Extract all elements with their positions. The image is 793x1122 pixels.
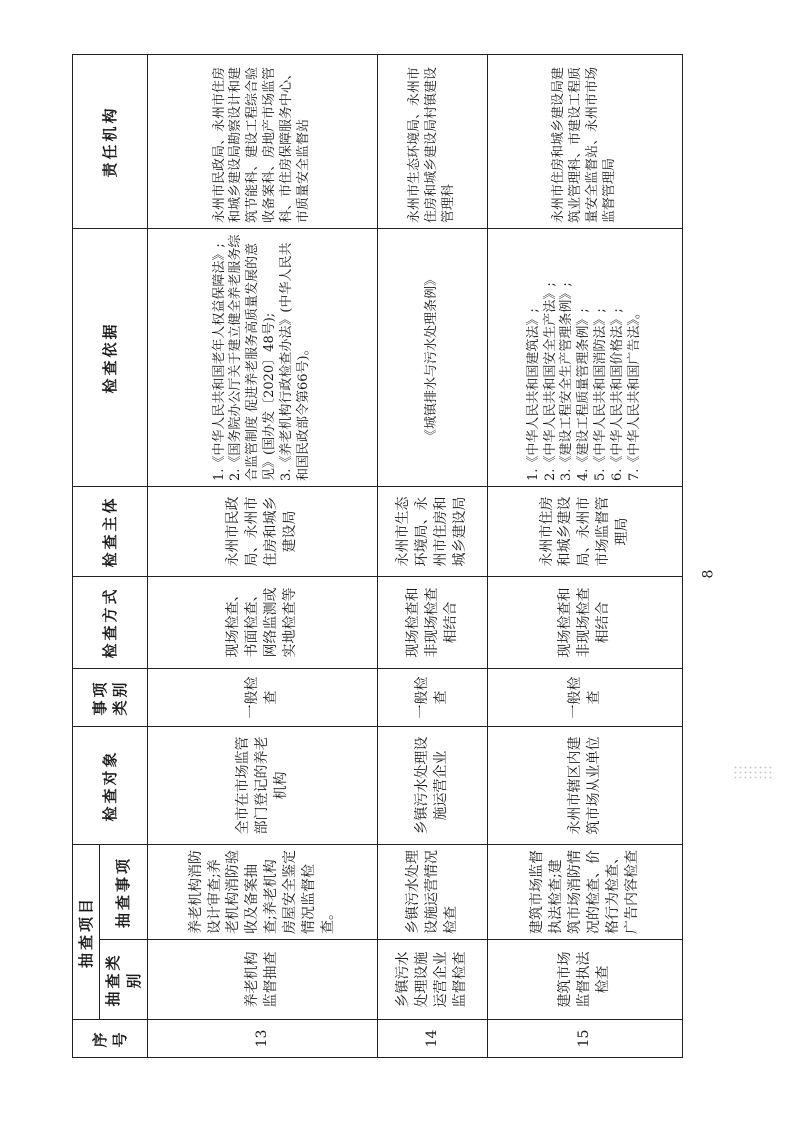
cell-subject: 永州市住房和城乡建设局、永州市市场监督管理局 bbox=[487, 486, 682, 576]
cell-item: 建筑市场监督执法检查;建筑市场消防情况的检查、价格行为检查、广告内容检查 bbox=[487, 844, 682, 939]
header-target: 检查对象 bbox=[73, 726, 148, 844]
header-type: 事项类别 bbox=[73, 668, 148, 726]
cell-item: 养老机构消防设计审查;养老机构消防验收及备案抽查;养老机构房屋安全鉴定情况监督检查。 bbox=[147, 844, 377, 939]
cell-type: 一般检查 bbox=[487, 668, 682, 726]
cell-category: 建筑市场监督执法检查 bbox=[487, 940, 682, 1020]
cell-subject: 永州市民政局、永州市住房和城乡建设局 bbox=[147, 486, 377, 576]
cell-item: 乡镇污水处理设施运营情况检查 bbox=[377, 844, 487, 939]
cell-seq: 13 bbox=[147, 1020, 377, 1058]
inspection-table bbox=[72, 54, 683, 1058]
header-basis: 检查依据 bbox=[73, 228, 148, 486]
cell-dept: 永州市生态环境局、永州市住房和城乡建设局村镇建设管理科 bbox=[377, 54, 487, 228]
cell-dept: 永州市住房和城乡建设局建筑业管理科、市建设工程质量安全监督站、永州市市场监督管理局 bbox=[487, 54, 682, 228]
cell-type: 一般检查 bbox=[377, 668, 487, 726]
header-seq: 序号 bbox=[73, 1020, 148, 1058]
page-number: 8 bbox=[700, 569, 717, 579]
header-item: 抽查事项 bbox=[100, 844, 148, 939]
cell-basis: 1.《中华人民共和国老年人权益保障法》; 2.《国务院办公厅关于建立健全养老服务综合监管制度 促进养老服务高质量发展的意见》(国办发〔2020〕48号); 3.《养老机构行政检查办法》(中华人民共和国民政部令第66号)。 bbox=[147, 228, 377, 486]
cell-target: 乡镇污水处理设施运营企业 bbox=[377, 726, 487, 844]
cell-target: 永州市辖区内建筑市场从业单位 bbox=[487, 726, 682, 844]
cell-basis: 1.《中华人民共和国建筑法》; 2.《中华人民共和国安全生产法》; 3.《建设工程安全生产管理条例》; 4.《建设工程质量管理条例》; 5.《中华人民共和国消防法》; 6.《中华人民共和国价格法》; 7.《中华人民共和国广告法》。 bbox=[487, 228, 682, 486]
header-dept: 责任机构 bbox=[73, 54, 148, 228]
scan-speck bbox=[733, 765, 773, 779]
cell-seq: 14 bbox=[377, 1020, 487, 1058]
cell-dept: 永州市民政局、永州市住房和城乡建设局勘察设计和建筑节能科、建设工程综合验收备案科、房地产市场监管科、市住房保障服务中心、市质量安全监督站 bbox=[147, 54, 377, 228]
cell-method: 现场检查和非现场检查相结合 bbox=[487, 576, 682, 668]
rotated-table-wrapper bbox=[72, 55, 657, 1058]
table-row bbox=[147, 54, 377, 1057]
table-row bbox=[487, 54, 682, 1057]
header-method: 检查方式 bbox=[73, 576, 148, 668]
header-subject: 检查主体 bbox=[73, 486, 148, 576]
table-row bbox=[377, 54, 487, 1057]
cell-type: 一般检查 bbox=[147, 668, 377, 726]
header-category: 抽查类别 bbox=[100, 940, 148, 1020]
cell-seq: 15 bbox=[487, 1020, 682, 1058]
cell-method: 现场检查和非现场检查相结合 bbox=[377, 576, 487, 668]
cell-basis: 《城镇排水与污水处理条例》 bbox=[377, 228, 487, 486]
cell-category: 乡镇污水处理设施运营企业监督检查 bbox=[377, 940, 487, 1020]
cell-category: 养老机构监督抽查 bbox=[147, 940, 377, 1020]
cell-method: 现场检查、书面检查、网络监测或实地检查等 bbox=[147, 576, 377, 668]
cell-subject: 永州市生态环境局、永州市住房和城乡建设局 bbox=[377, 486, 487, 576]
cell-target: 全市在市场监管部门登记的养老机构 bbox=[147, 726, 377, 844]
header-project-group: 抽查项目 bbox=[73, 844, 100, 1019]
